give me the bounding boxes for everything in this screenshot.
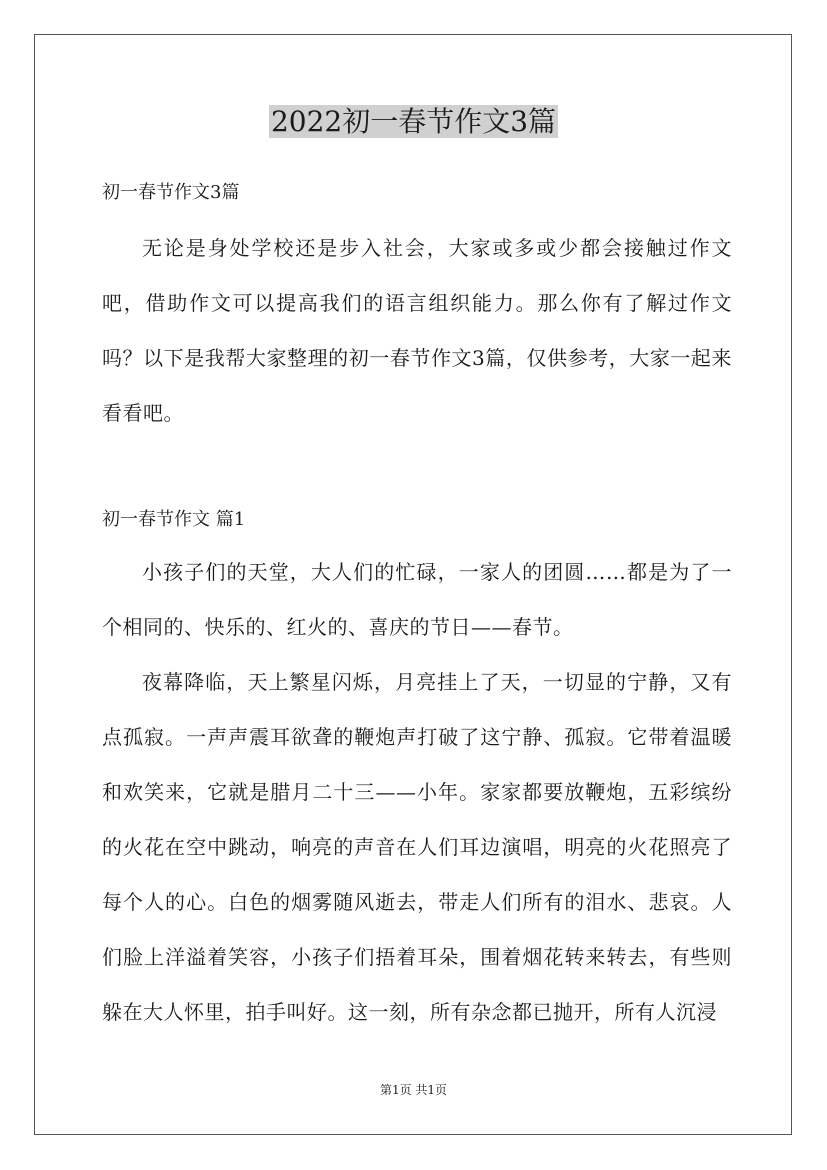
- section-1-paragraph-2: 夜幕降临，天上繁星闪烁，月亮挂上了天，一切显的宁静，又有点孤寂。一声声震耳欲聋的鞭炮声打破了这宁静、孤寂。它带着温暖和欢笑来，它就是腊月二十三——小年。家家都要放鞭炮，五彩缤纷的火花在空中跳动，响亮的声音在人们耳边演唱，明亮的火花照亮了每个人的心。白色的烟雾随风逝去，带走人们所有的泪水、悲哀。人们脸上洋溢着笑容，小孩子们捂着耳朵，围着烟花转来转去，有些则躲在大人怀里，拍手叫好。这一刻，所有杂念都已抛开，所有人沉浸: [102, 670, 732, 1024]
- page-footer: 第1页 共1页: [379, 1083, 448, 1097]
- document-subtitle: 初一春节作文3篇: [102, 182, 240, 203]
- document-title: [0, 100, 827, 144]
- section-1-paragraph-1: 小孩子们的天堂，大人们的忙碌，一家人的团圆……都是为了一个相同的、快乐的、红火的、喜庆的节日——春节。: [102, 560, 732, 639]
- section-1-heading: 初一春节作文 篇1: [102, 509, 246, 530]
- title-highlight: 2022初一春节作文3篇: [270, 105, 557, 138]
- intro-paragraph: 无论是身处学校还是步入社会，大家或多或少都会接触过作文吧，借助作文可以提高我们的语言组织能力。那么你有了解过作文吗？以下是我帮大家整理的初一春节作文3篇，仅供参考，大家一起来看看吧。: [102, 236, 732, 425]
